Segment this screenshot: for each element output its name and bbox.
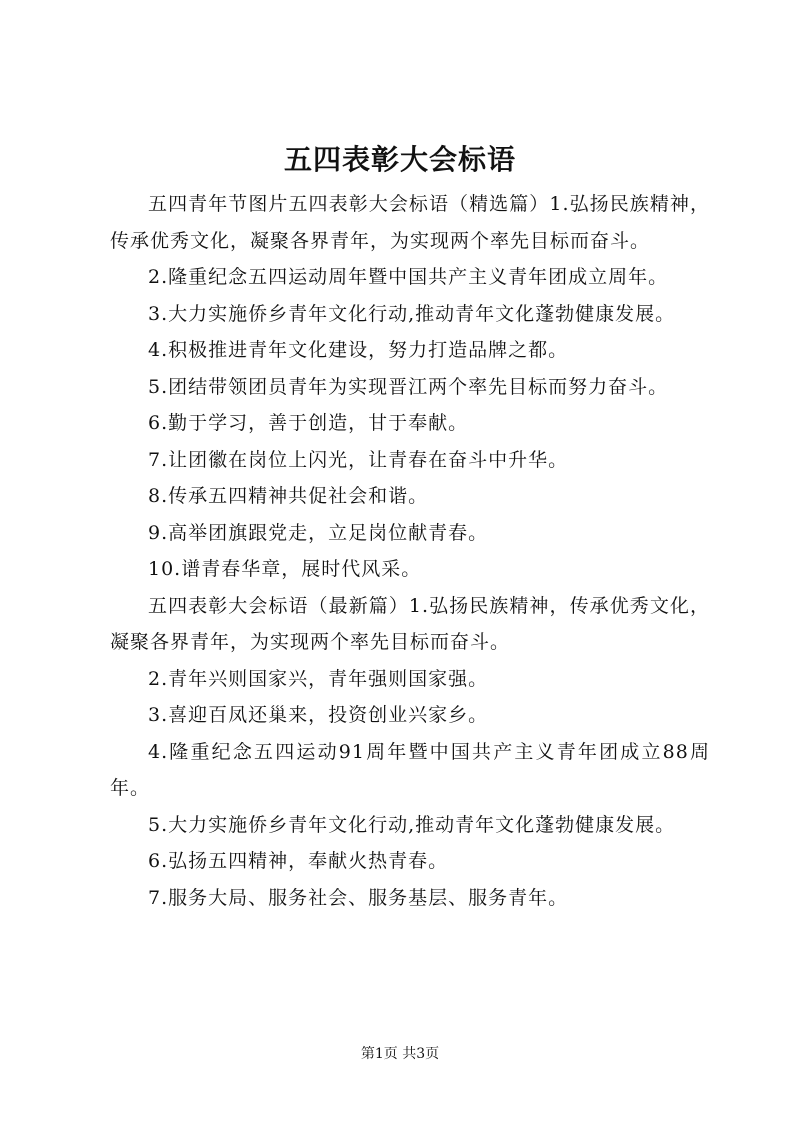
paragraph-7: 7.让团徽在岗位上闪光，让青春在奋斗中升华。 bbox=[148, 448, 569, 471]
paragraph-11: 五四表彰大会标语（最新篇）1.弘扬民族精神，传承优秀文化，凝聚各界青年，为实现两个率先目标而奋斗。 bbox=[110, 594, 710, 653]
paragraph-6: 6.勤于学习，善于创造，甘于奉献。 bbox=[148, 412, 469, 434]
paragraph-16: 6.弘扬五四精神，奉献火热青春。 bbox=[148, 850, 449, 872]
paragraph-13: 3.喜迎百凤还巢来，投资创业兴家乡。 bbox=[148, 704, 489, 726]
document-title: 五四表彰大会标语 bbox=[283, 143, 516, 176]
document-body bbox=[110, 186, 710, 916]
paragraph-3: 3.大力实施侨乡青年文化行动,推动青年文化蓬勃健康发展。 bbox=[148, 302, 676, 325]
paragraph-12: 2.青年兴则国家兴，青年强则国家强。 bbox=[148, 667, 489, 690]
paragraph-10: 10.谱青春华章，展时代风采。 bbox=[148, 558, 422, 580]
paragraph-5: 5.团结带领团员青年为实现晋江两个率先目标而努力奋斗。 bbox=[148, 375, 669, 398]
paragraph-8: 8.传承五四精神共促社会和谐。 bbox=[148, 485, 429, 507]
paragraph-2: 2.隆重纪念五四运动周年暨中国共产主义青年团成立周年。 bbox=[148, 266, 669, 288]
paragraph-14: 4.隆重纪念五四运动91周年暨中国共产主义青年团成立88周年。 bbox=[110, 740, 710, 799]
paragraph-4: 4.积极推进青年文化建设，努力打造品牌之都。 bbox=[148, 339, 569, 361]
paragraph-9: 9.高举团旗跟党走，立足岗位献青春。 bbox=[148, 521, 489, 544]
page-number-footer: 第1页 共3页 bbox=[360, 1046, 440, 1062]
paragraph-1: 五四青年节图片五四表彰大会标语（精选篇）1.弘扬民族精神，传承优秀文化，凝聚各界青年，为实现两个率先目标而奋斗。 bbox=[110, 193, 710, 252]
paragraph-17: 7.服务大局、服务社会、服务基层、服务青年。 bbox=[148, 886, 569, 909]
paragraph-15: 5.大力实施侨乡青年文化行动,推动青年文化蓬勃健康发展。 bbox=[148, 813, 676, 836]
